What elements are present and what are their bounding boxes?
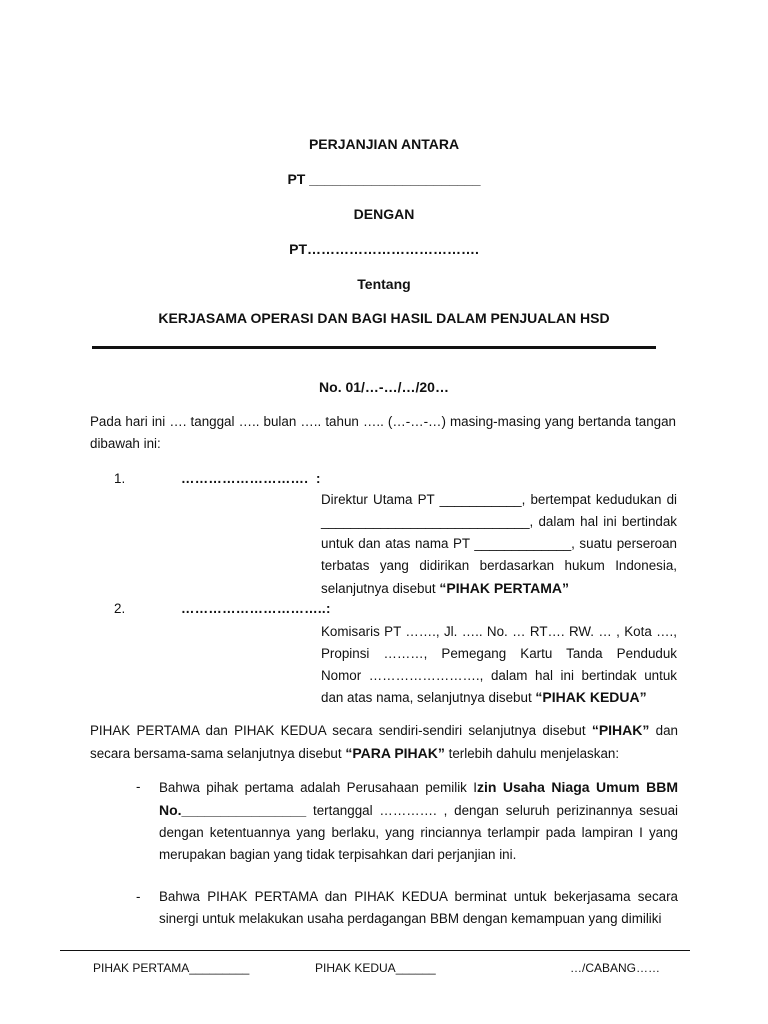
footer-pihak-pertama: PIHAK PERTAMA_________ (93, 961, 250, 975)
footer-pihak-kedua: PIHAK KEDUA______ (315, 961, 436, 975)
para-pihak-term: “PARA PIHAK” (345, 745, 445, 761)
party-1-colon: : (316, 471, 321, 486)
party-2-desc-last: dan atas nama, selanjutnya disebut “PIHAK KEDUA” (321, 689, 647, 705)
izin-usaha-number: zin Usaha Niaga Umum BBM No.________________ (159, 779, 678, 818)
party-1-desc-line-3: untuk dan atas nama PT _____________, suatu perseroan (321, 536, 677, 551)
bullet-1-dash: - (136, 779, 141, 794)
agreement-title: PERJANJIAN ANTARA (308, 136, 460, 152)
dengan-heading: DENGAN (353, 206, 415, 222)
tentang-heading: Tentang (357, 276, 411, 292)
second-party-name: PT………………………………. (289, 241, 479, 257)
agreement-subject: KERJASAMA OPERASI DAN BAGI HASIL DALAM PENJUALAN HSD (158, 310, 610, 326)
pihak-term: “PIHAK” (591, 722, 650, 738)
bullet-1-text: Bahwa pihak pertama adalah Perusahaan pemilik Izin Usaha Niaga Umum BBM No.________________ tertanggal …………. , dengan seluruh perizinannya sesuai dengan ketentuannya yang berlaku, yang rinciannya terlampir pada lampiran I yang merupakan bagian yang tidak terpisahkan dari perjanjian ini. (159, 779, 678, 862)
party-2-desc-line-2: Propinsi ………, Pemegang Kartu Tanda Penduduk (321, 646, 677, 661)
bullet-2-dash: - (136, 889, 141, 904)
party-1-number: 1. (114, 471, 126, 486)
party-1-name-placeholder: ………………………. (181, 471, 309, 486)
party-2-desc-line-1: Komisaris PT ……., Jl. ….. No. … RT…. RW. … , Kota …., (321, 624, 677, 639)
party-1-desc-line-4: terbatas yang didirikan berdasarkan hukum Indonesia, (321, 558, 677, 573)
party-1-desc-line-1: Direktur Utama PT ___________, bertempat kedudukan di (321, 492, 677, 507)
definition-paragraph: PIHAK PERTAMA dan PIHAK KEDUA secara sendiri-sendiri selanjutnya disebut “PIHAK” dan secara bersama-sama selanjutnya disebut “PARA PIHAK” terlebih dahulu menjelaskan: (90, 722, 679, 761)
party-2-desc-line-3: Nomor ……………………., dalam hal ini bertindak untuk (321, 668, 677, 683)
pihak-pertama-label: “PIHAK PERTAMA” (439, 580, 570, 596)
footer-cabang: …/CABANG…… (570, 961, 661, 975)
title-divider (92, 346, 656, 349)
party-2-number: 2. (114, 601, 126, 616)
pihak-kedua-label: “PIHAK KEDUA” (535, 689, 647, 705)
bullet-2-text: Bahwa PIHAK PERTAMA dan PIHAK KEDUA berminat untuk bekerjasama secara sinergi untuk melakukan usaha perdagangan BBM dengan kemampuan yang dimiliki (159, 889, 678, 926)
intro-paragraph: Pada hari ini …. tanggal ….. bulan ….. tahun ….. (…-…-…) masing-masing yang bertanda tangan dibawah ini: (90, 414, 676, 451)
party-1-desc-line-2: ____________________________, dalam hal ini bertindak (321, 514, 677, 529)
party-1-desc-last: selanjutnya disebut “PIHAK PERTAMA” (321, 580, 570, 596)
first-party-name: PT ______________________ (287, 171, 481, 187)
party-2-name-placeholder: …………………………..: (181, 601, 331, 616)
document-number: No. 01/…-…/…/20… (319, 379, 449, 395)
footer-divider (60, 950, 690, 951)
